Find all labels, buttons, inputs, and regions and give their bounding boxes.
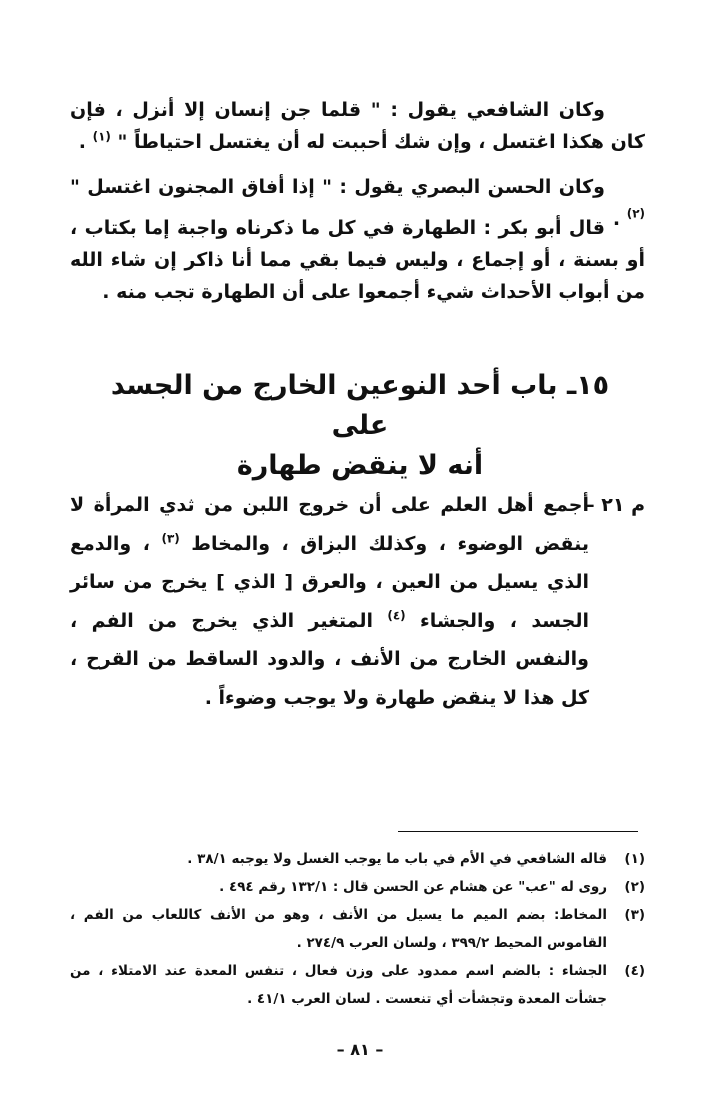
- footnote-number: (٣): [624, 907, 645, 923]
- footnote: [70, 901, 645, 957]
- footnote: [70, 845, 645, 873]
- footnote-ref-1: (١): [92, 129, 111, 144]
- entry-text-b: ، والدمع الذي يسيل من العين ، والعرق [ الذي ] يخرج من سائر الجسد ، والجشاء: [70, 532, 589, 632]
- entry-text-a: أجمع أهل العلم على أن خروج اللبن من ثدي المرأة لا ينقض الوضوء ، وكذلك البزاق ، والمخاط: [70, 494, 590, 555]
- footnote-number: (١): [624, 851, 645, 867]
- footnote-ref-4: (٤): [387, 608, 406, 623]
- footnote: [70, 873, 645, 901]
- page-number: – ٨١ –: [336, 1040, 384, 1059]
- entry-text-c: المتغير الذي يخرج من الفم ، والنفس الخارج من الأنف ، والدود الساقط من القرح ، كل هذا لا ينقض طهارة ولا يوجب وضوءاً .: [70, 609, 589, 709]
- paragraph-text: وكان الشافعي يقول : " قلما جن إنسان إلا أنزل ، فإن كان هكذا اغتسل ، وإن شك أحببت له أن يغتسل احتياطاً ": [70, 99, 645, 153]
- paragraph-shafii-quote: وكان الشافعي يقول : " قلما جن إنسان إلا أنزل ، فإن كان هكذا اغتسل ، وإن شك أحببت له أن يغتسل احتياطاً " $^{(١)}$ .: [70, 99, 645, 153]
- entry-paragraph: [70, 486, 645, 717]
- footnote-ref-3: (٣): [161, 531, 180, 546]
- footnote-number: (٢): [624, 879, 645, 895]
- paragraph-hasan-quote: وكان الحسن البصري يقول : " إذا أفاق المجنون اغتسل " $^{(٢)}$ .: [70, 176, 645, 230]
- footnote-divider: [398, 831, 638, 832]
- entry-marker: م ٢١ –: [585, 494, 645, 516]
- chapter-heading: [100, 366, 620, 486]
- footnote: [70, 957, 645, 1013]
- heading-line-2: أنه لا ينقض طهارة: [236, 450, 484, 481]
- footnote-number: (٤): [624, 963, 645, 979]
- footnote-text: الجشاء : بالضم اسم ممدود على وزن فعال ، تنفس المعدة عند الامتلاء ، من جشأت المعدة وتجشأت أي تنعست . لسان العرب ٤١/١ .: [70, 963, 607, 1007]
- footnote-text: قاله الشافعي في الأم في باب ما يوجب الغسل ولا يوجبه ٣٨/١ .: [187, 851, 607, 867]
- heading-line-1: ١٥ـ باب أحد النوعين الخارج من الجسد على: [110, 370, 610, 441]
- footnote-text: روى له "عب" عن هشام عن الحسن قال : ١٣٢/١ رقم ٤٩٤ .: [219, 879, 607, 895]
- footnote-ref-2: (٢): [626, 206, 645, 221]
- paragraph-abu-bakr: قال أبو بكر : الطهارة في كل ما ذكرناه واجبة إما بكتاب ، أو بسنة ، أو إجماع ، وليس فيما بقي مما أنا ذاكر إن شاء الله من أبواب الأحداث شيء أجمعوا على أن الطهارة تجب منه .: [70, 217, 645, 303]
- footnote-text: المخاط: بضم الميم ما يسيل من الأنف ، وهو من الأنف كاللعاب من الفم ، القاموس المحيط ٣٩٩/٢ ، ولسان العرب ٢٧٤/٩ .: [70, 907, 607, 951]
- paragraph-text: وكان الحسن البصري يقول : " إذا أفاق المجنون اغتسل ": [70, 176, 605, 198]
- footnotes: [70, 845, 645, 1013]
